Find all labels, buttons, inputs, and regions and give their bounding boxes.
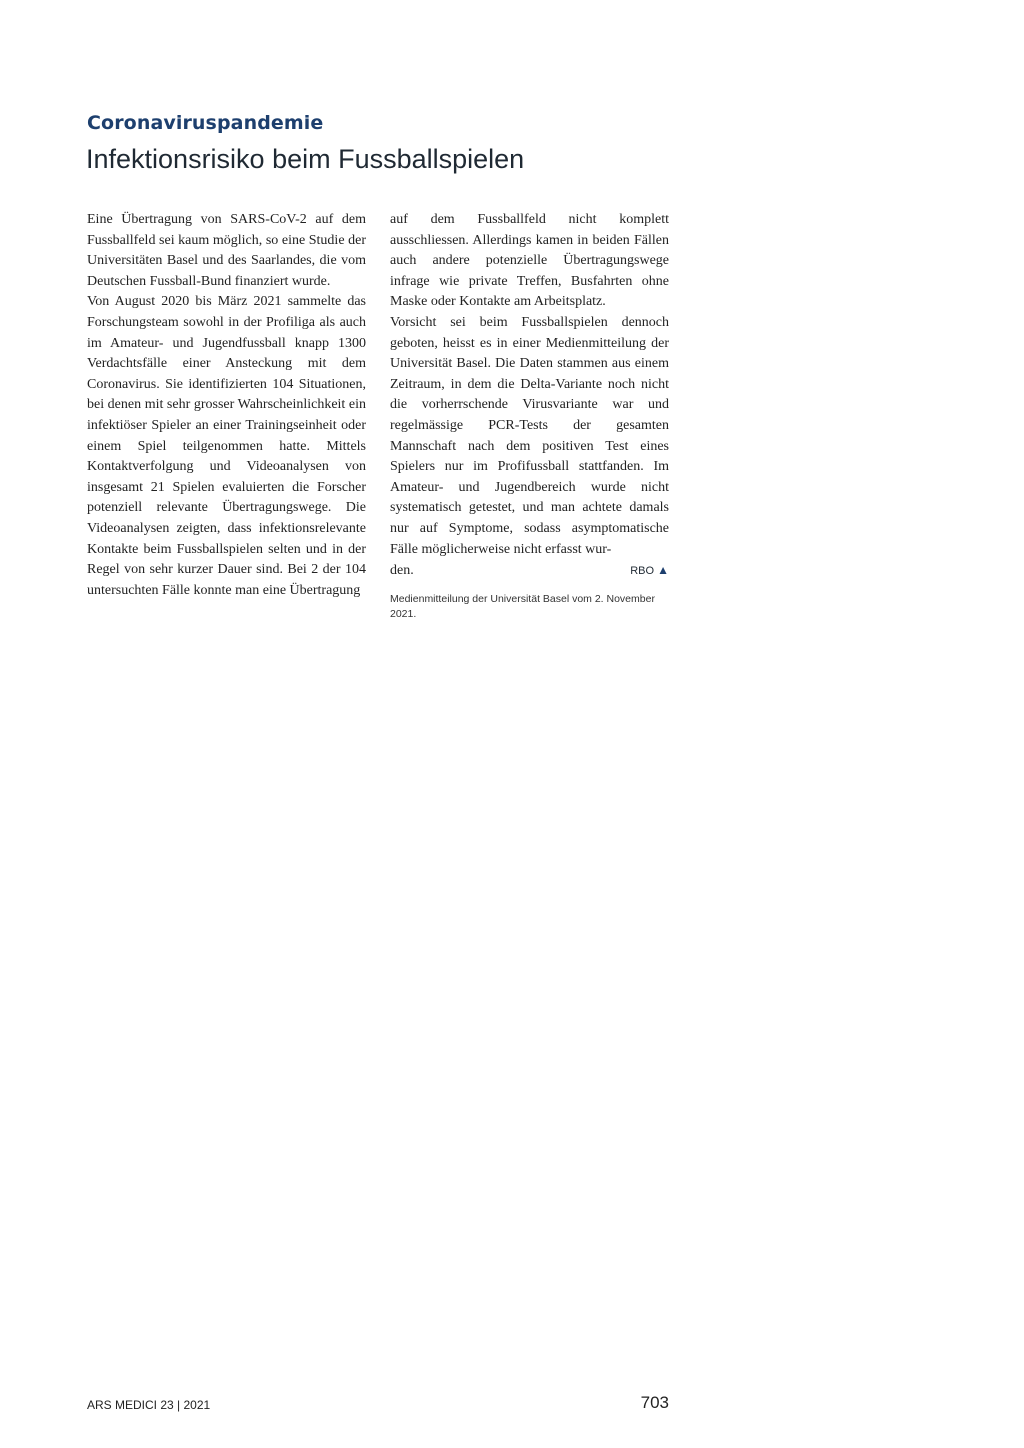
author-initials: RBO xyxy=(630,565,655,578)
body-paragraph: Vorsicht sei beim Fussballspielen dennoch geboten, heisst es in einer Medienmitteilung der Universität Basel. Die Daten stammen aus einem Zeitraum, in dem die Delta-Variante noch nicht die vorherrschende Virusvariante war und regelmässige PCR-Tests der gesamten Mannschaft nach dem positiven Test eines Spielers nur im Profifussball stattfanden. Im Amateur- und Jugendbereich wurde nicht systematisch getestet, und man achtete damals nur auf Symptome, sodass asymptomatische Fälle möglicherweise nicht erfasst wur- xyxy=(390,314,669,557)
source-note: Medienmitteilung der Universität Basel vom 2. November 2021. xyxy=(390,592,655,620)
footer-publication: ARS MEDICI 23 | 2021 xyxy=(87,1398,211,1412)
author-signature xyxy=(630,560,669,582)
body-paragraph: Von August 2020 bis März 2021 sammelte das Forschungsteam sowohl in der Profiliga als auch im Amateur- und Jugendfussball knapp 1300 Verdachtsfälle einer Ansteckung mit dem Coronavirus. Sie identifizierten 104 Situationen, bei denen mit sehr grosser Wahrscheinlichkeit ein infektiöser Spieler an einer Trainingseinheit oder einem Spiel teilgenommen hatte. Mittels Kontaktverfolgung und Videoanalysen von insgesamt 21 Spielen evaluierten die Forscher potenziell relevante Übertragungswege. Die Videoanalysen zeigten, dass infektionsrelevante Kontakte beim Fussballspielen selten und in der Regel von sehr kurzer Dauer sind. Bei 2 der 104 untersuchten Fälle konnte man eine Übertragung xyxy=(87,294,366,598)
body-paragraph: auf dem Fussballfeld nicht komplett ausschliessen. Allerdings kamen in beiden Fällen auch andere potenzielle Übertragungswege infrage wie private Treffen, Busfahrten ohne Maske oder Kontakte am Arbeitsplatz. xyxy=(390,212,669,310)
article-column-right xyxy=(390,210,669,622)
end-mark-icon: ▲ xyxy=(657,563,669,578)
article-headline: Infektionsrisiko beim Fussballspielen xyxy=(86,144,525,174)
body-paragraph-end: den. xyxy=(390,563,414,579)
page-number: 703 xyxy=(640,1393,669,1412)
article-column-left xyxy=(87,210,366,601)
body-paragraph: Eine Übertragung von SARS-CoV-2 auf dem Fussballfeld sei kaum möglich, so eine Studie der Universitäten Basel und des Saarlandes, die vom Deutschen Fussball-Bund finanziert wurde. xyxy=(87,212,366,289)
article-kicker: Coronaviruspandemie xyxy=(87,112,324,134)
paragraph-end-row xyxy=(390,560,669,582)
